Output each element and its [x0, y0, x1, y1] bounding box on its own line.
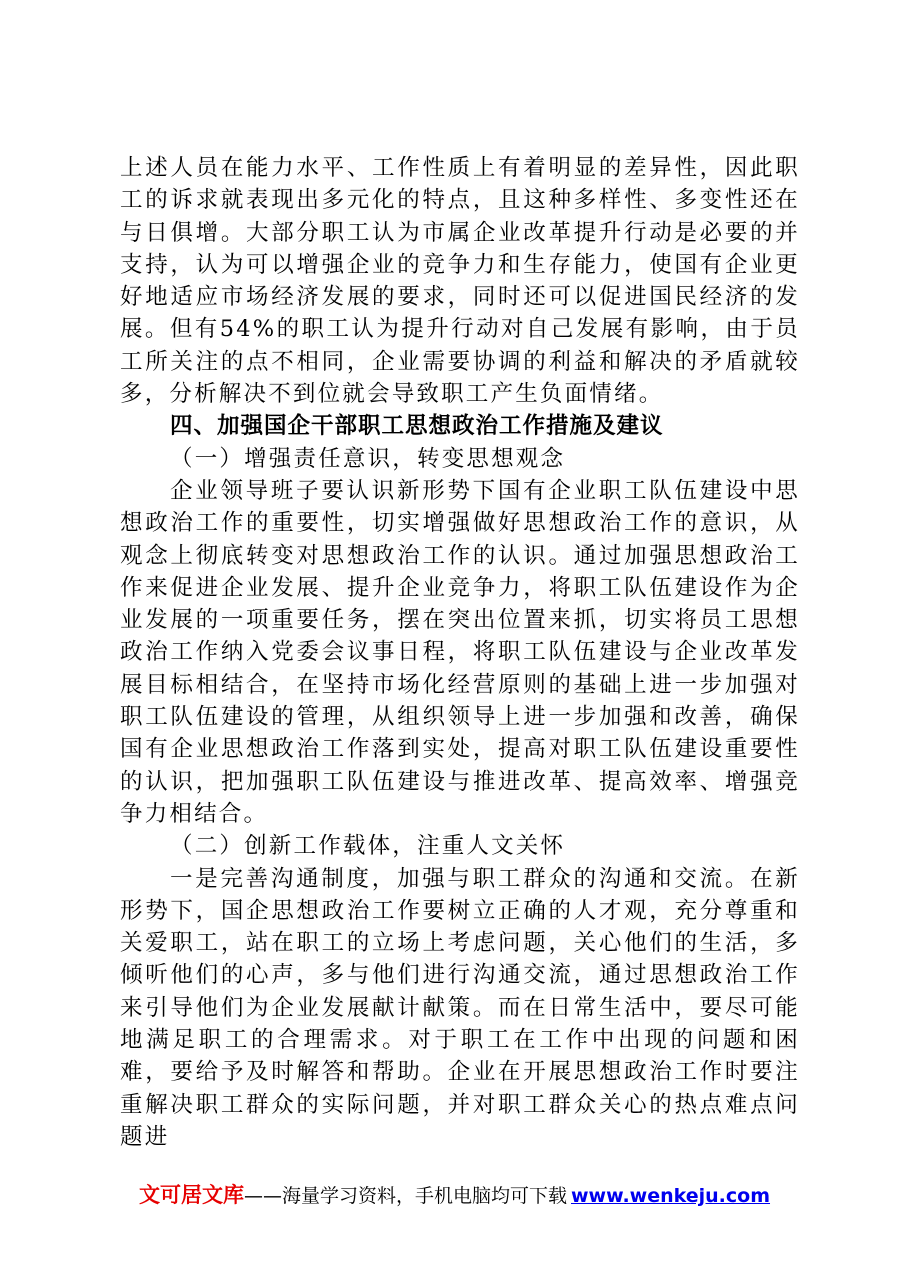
body-paragraph: 一是完善沟通制度，加强与职工群众的沟通和交流。在新形势下，国企思想政治工作要树立正确的人才观，充分尊重和关爱职工，站在职工的立场上考虑问题，关心他们的生活，多倾听他们的心声，多与他们进行沟通交流，通过思想政治工作来引导他们为企业发展献计献策。而在日常生活中，要尽可能地满足职工的合理需求。对于职工在工作中出现的问题和困难，要给予及时解答和帮助。企业在开展思想政治工作时要注重解决职工群众的实际问题，并对职工群众关心的热点难点问题进	[120, 865, 800, 1150]
document-page	[120, 152, 800, 1153]
brand-name: 文可居文库	[138, 1183, 244, 1207]
website-link[interactable]: www.wenkeju.com	[571, 1185, 771, 1207]
body-paragraph: 上述人员在能力水平、工作性质上有着明显的差异性，因此职工的诉求就表现出多元化的特点，且这种多样性、多变性还在与日俱增。大部分职工认为市属企业改革提升行动是必要的并支持，认为可以增强企业的竞争力和生存能力，使国有企业更好地适应市场经济发展的要求，同时还可以促进国民经济的发展。但有54%的职工认为提升行动对自己发展有影响，由于员工所关注的点不相同，企业需要协调的利益和解决的矛盾就较多，分析解决不到位就会导致职工产生负面情绪。	[120, 155, 800, 408]
footer-tagline: 海量学习资料，手机电脑均可下载	[281, 1185, 567, 1207]
section-heading: 四、加强国企干部职工思想政治工作措施及建议	[170, 413, 664, 440]
subsection-heading: （二）创新工作载体，注重人文关怀	[170, 833, 566, 860]
subsection-heading: （一）增强责任意识，转变思想观念	[170, 445, 566, 472]
footer-banner	[0, 1180, 909, 1211]
body-paragraph: 企业领导班子要认识新形势下国有企业职工队伍建设中思想政治工作的重要性，切实增强做好思想政治工作的意识，从观念上彻底转变对思想政治工作的认识。通过加强思想政治工作来促进企业发展、提升企业竞争力，将职工队伍建设作为企业发展的一项重要任务，摆在突出位置来抓，切实将员工思想政治工作纳入党委会议事日程，将职工队伍建设与企业改革发展目标相结合，在坚持市场化经营原则的基础上进一步加强对职工队伍建设的管理，从组织领导上进一步加强和改善，确保国有企业思想政治工作落到实处，提高对职工队伍建设重要性的认识，把加强职工队伍建设与推进改革、提高效率、增强竞争力相结合。	[120, 477, 800, 827]
footer-dash: ——	[243, 1185, 282, 1207]
